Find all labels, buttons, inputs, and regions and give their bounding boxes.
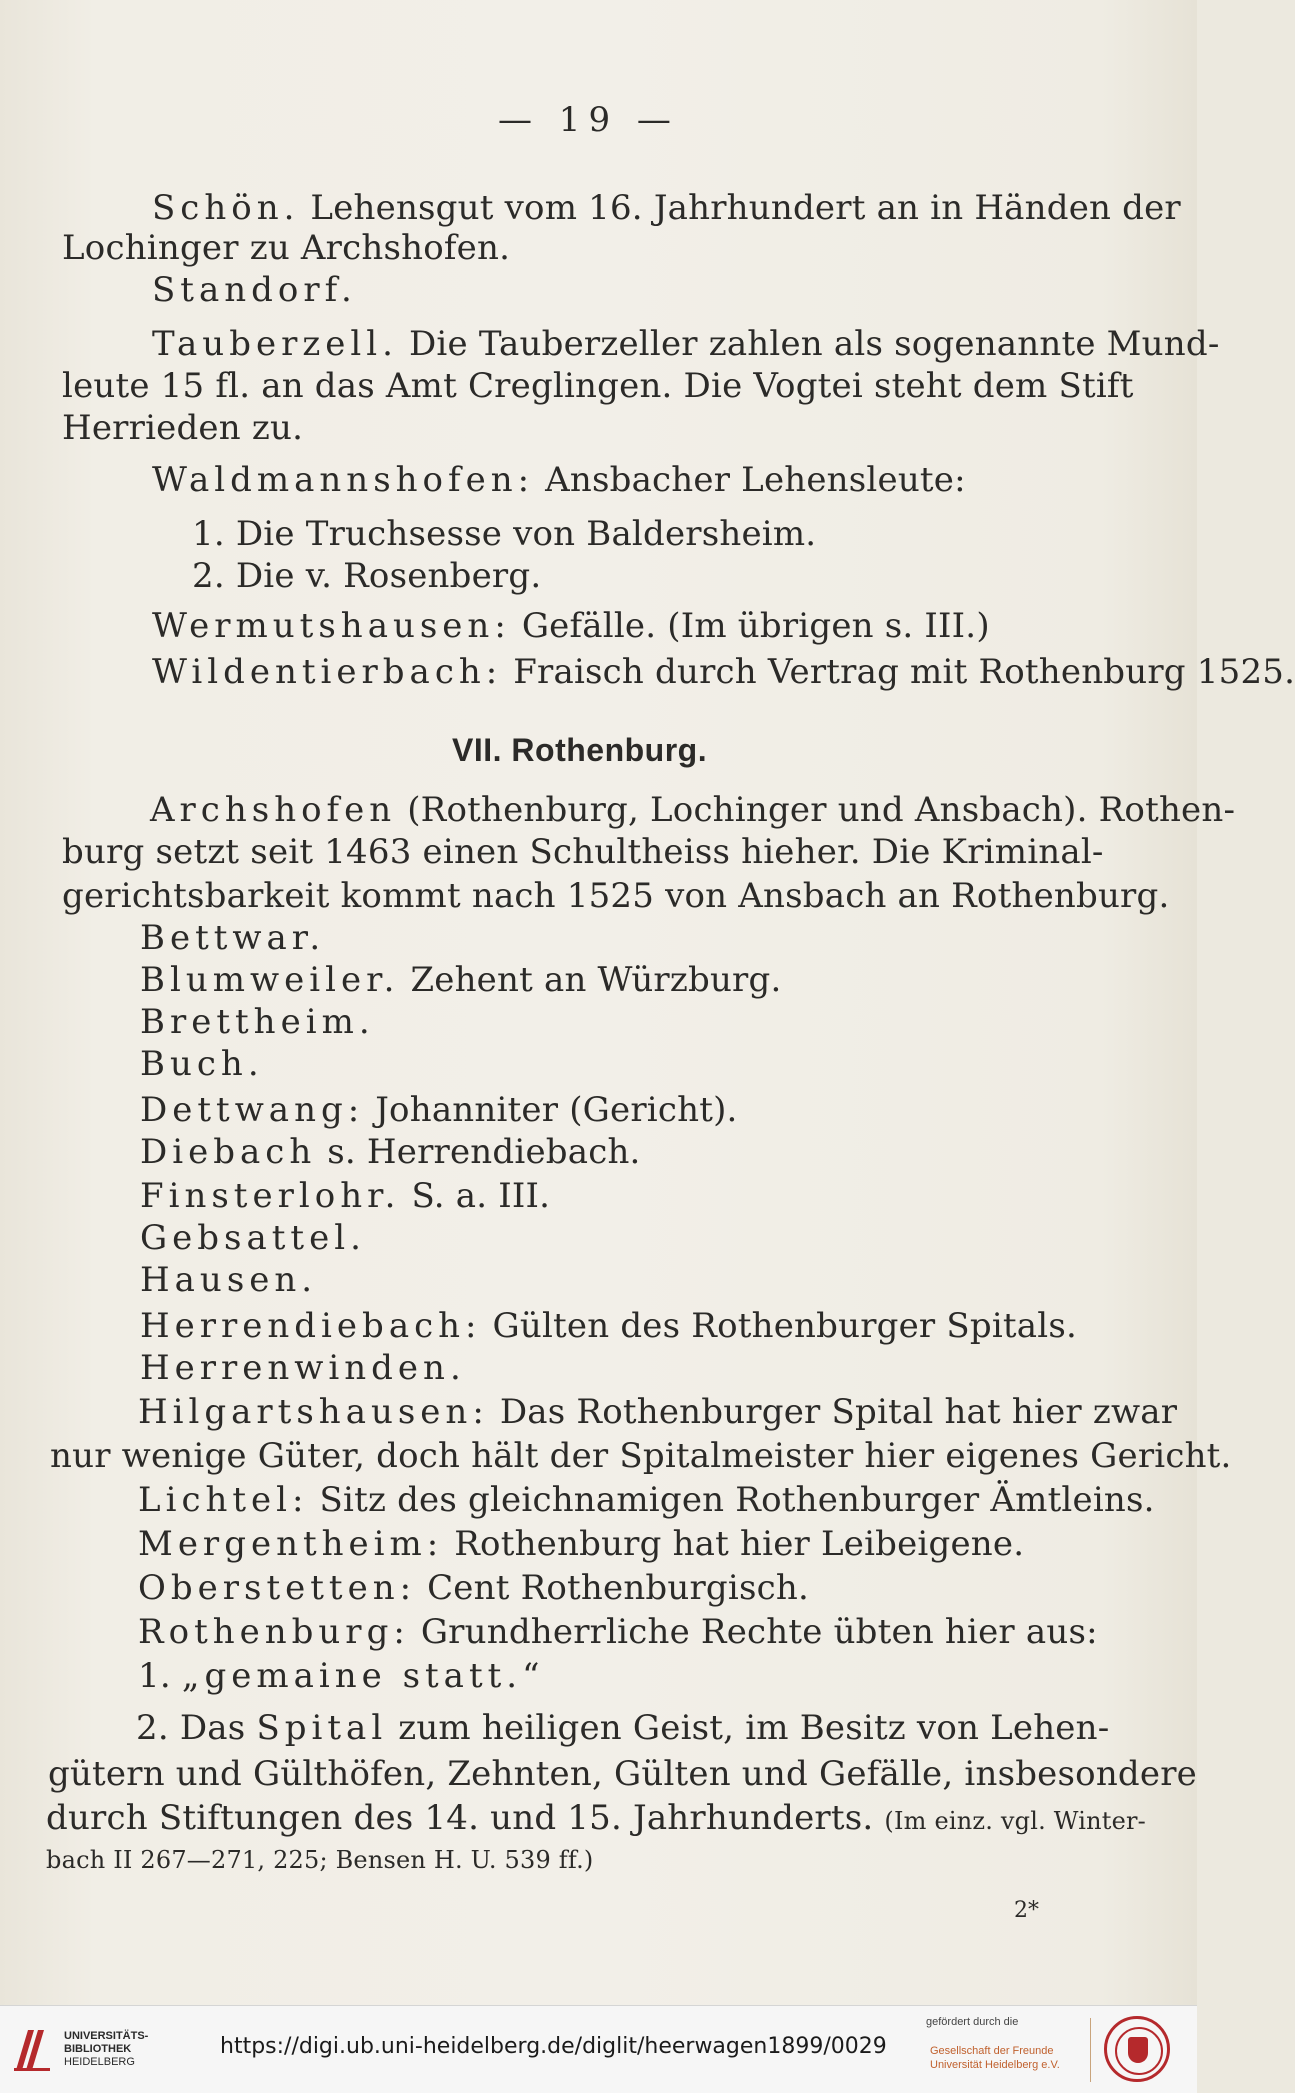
- university-seal-icon: [1104, 2016, 1170, 2082]
- text-line: Lichtel: Sitz des gleichnamigen Rothenburger Ämtleins.: [138, 1480, 1155, 1520]
- signature-mark: 2*: [1014, 1898, 1039, 1923]
- text-line: Finsterlohr. S. a. III.: [140, 1176, 551, 1216]
- text-line: gütern und Gülthöfen, Zehnten, Gülten und Gefälle, insbesondere: [48, 1754, 1197, 1794]
- text-line: Herrendiebach: Gülten des Rothenburger Spitals.: [140, 1306, 1077, 1346]
- footer-divider: [1090, 2018, 1091, 2082]
- page-number: — 19 —: [498, 100, 679, 140]
- text-line: 2. Die v. Rosenberg.: [192, 556, 542, 596]
- viewer-footer: [0, 2005, 1197, 2093]
- text-line: Gebsattel.: [140, 1218, 366, 1258]
- sponsor-label: gefördert durch die: [926, 2016, 1019, 2028]
- text-line: bach II 267—271, 225; Bensen H. U. 539 ff.): [46, 1846, 594, 1874]
- text-line: Buch.: [140, 1044, 264, 1084]
- text-line: Blumweiler. Zehent an Würzburg.: [140, 960, 782, 1000]
- text-line: Wildentierbach: Fraisch durch Vertrag mit Rothenburg 1525.: [152, 652, 1295, 692]
- text-line: Schön. Lehensgut vom 16. Jahrhundert an in Händen der: [152, 188, 1181, 228]
- text-line: Brettheim.: [140, 1002, 375, 1042]
- text-line: Tauberzell. Die Tauberzeller zahlen als sogenannte Mund-: [152, 324, 1220, 364]
- text-line: Archshofen (Rothenburg, Lochinger und Ansbach). Rothen-: [150, 790, 1236, 830]
- text-line: 1. Die Truchsesse von Baldersheim.: [192, 514, 817, 554]
- text-line: Hausen.: [140, 1260, 318, 1300]
- text-line: gerichtsbarkeit kommt nach 1525 von Ansbach an Rothenburg.: [62, 876, 1170, 916]
- text-line: Bettwar.: [140, 918, 326, 958]
- page-url-link[interactable]: https://digi.ub.uni-heidelberg.de/diglit/heerwagen1899/0029: [220, 2034, 887, 2059]
- text-line: 2. Das Spital zum heiligen Geist, im Besitz von Lehen-: [136, 1708, 1110, 1748]
- text-line: Dettwang: Johanniter (Gericht).: [140, 1090, 738, 1130]
- section-heading: VII. Rothenburg.: [452, 732, 708, 768]
- library-logo-icon: [10, 2024, 54, 2074]
- sponsor-name[interactable]: Gesellschaft der Freunde Universität Heidelberg e.V.: [930, 2045, 1060, 2071]
- text-line: Herrenwinden.: [140, 1348, 466, 1388]
- text-line: burg setzt seit 1463 einen Schultheiss hieher. Die Kriminal-: [62, 832, 1104, 872]
- text-line: nur wenige Güter, doch hält der Spitalmeister hier eigenes Gericht.: [50, 1436, 1232, 1476]
- text-line: leute 15 fl. an das Amt Creglingen. Die Vogtei steht dem Stift: [62, 366, 1134, 406]
- text-line: Standorf.: [152, 270, 357, 310]
- text-line: Hilgartshausen: Das Rothenburger Spital hat hier zwar: [138, 1392, 1178, 1432]
- text-line: Mergentheim: Rothenburg hat hier Leibeigene.: [138, 1524, 1025, 1564]
- text-line: Rothenburg: Grundherrliche Rechte übten hier aus:: [138, 1612, 1098, 1652]
- text-line: durch Stiftungen des 14. und 15. Jahrhunderts. (Im einz. vgl. Winter-: [46, 1798, 1146, 1838]
- text-line: Herrieden zu.: [62, 408, 304, 448]
- text-line: Waldmannshofen: Ansbacher Lehensleute:: [152, 460, 966, 500]
- text-line: Wermutshausen: Gefälle. (Im übrigen s. III.): [152, 606, 990, 646]
- text-line: Oberstetten: Cent Rothenburgisch.: [138, 1568, 809, 1608]
- library-name: UNIVERSITÄTS- BIBLIOTHEK HEIDELBERG: [64, 2030, 149, 2068]
- text-line: 1. „gemaine statt.“: [138, 1656, 545, 1696]
- text-line: Diebach s. Herrendiebach.: [140, 1132, 641, 1172]
- text-line: Lochinger zu Archshofen.: [62, 228, 511, 268]
